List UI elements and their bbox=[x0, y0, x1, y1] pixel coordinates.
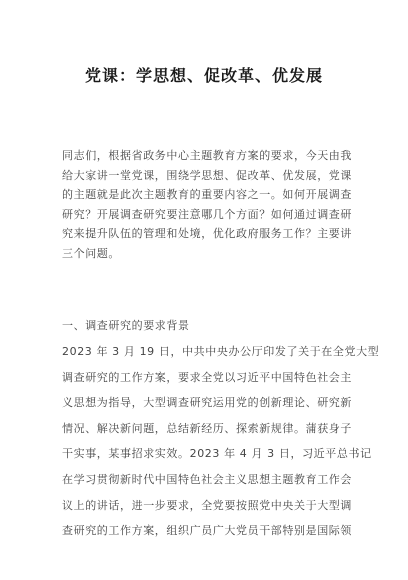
body-line: 在学习贯彻新时代中国特色社会主义思想主题教育工作会 bbox=[62, 472, 352, 486]
body-line: 查研究的工作方案，组织广员广大党员干部特别是国际领 bbox=[62, 524, 352, 538]
body-line: 干实事，某事招求实效。2023 年 4 月 3 日，习近平总书记 bbox=[62, 447, 372, 461]
intro-line: 给大家讲一堂党课，围绕学思想、促改革、优发展，党课 bbox=[62, 168, 352, 182]
intro-paragraph bbox=[62, 146, 352, 264]
intro-line: 三个问题。 bbox=[62, 246, 120, 260]
body-line: 议上的讲话，进一步要求，全党要按照党中央关于大型调 bbox=[62, 498, 352, 512]
intro-line: 同志们，根据省政务中心主题教育方案的要求，今天由我 bbox=[62, 149, 352, 162]
body-line: 2023 年 3 月 19 日，中共中央办公厅印发了关于在全党大型 bbox=[62, 345, 380, 358]
body-line: 义思想为指导，大型调查研究运用党的创新理论、研究新 bbox=[62, 396, 352, 410]
section-heading: 一、调查研究的要求背景 bbox=[62, 319, 190, 332]
body-line: 调查研究的工作方案，要求全党以习近平中国特色社会主 bbox=[62, 370, 352, 384]
intro-line: 的主题就是此次主题教育的重要内容之一。如何开展调查 bbox=[62, 188, 352, 202]
intro-line: 研究？开展调查研究要注意哪几个方面？如何通过调查研 bbox=[62, 207, 352, 221]
section-body-paragraph bbox=[62, 339, 380, 544]
intro-line: 究来提升队伍的管理和处境，优化政府服务工作？主要讲 bbox=[62, 227, 352, 241]
document-title: 党课：学思想、促改革、优发展 bbox=[84, 66, 323, 85]
body-line: 情况、解决新问题，总结新经历、探索新规律。蒲获身子 bbox=[62, 421, 352, 435]
